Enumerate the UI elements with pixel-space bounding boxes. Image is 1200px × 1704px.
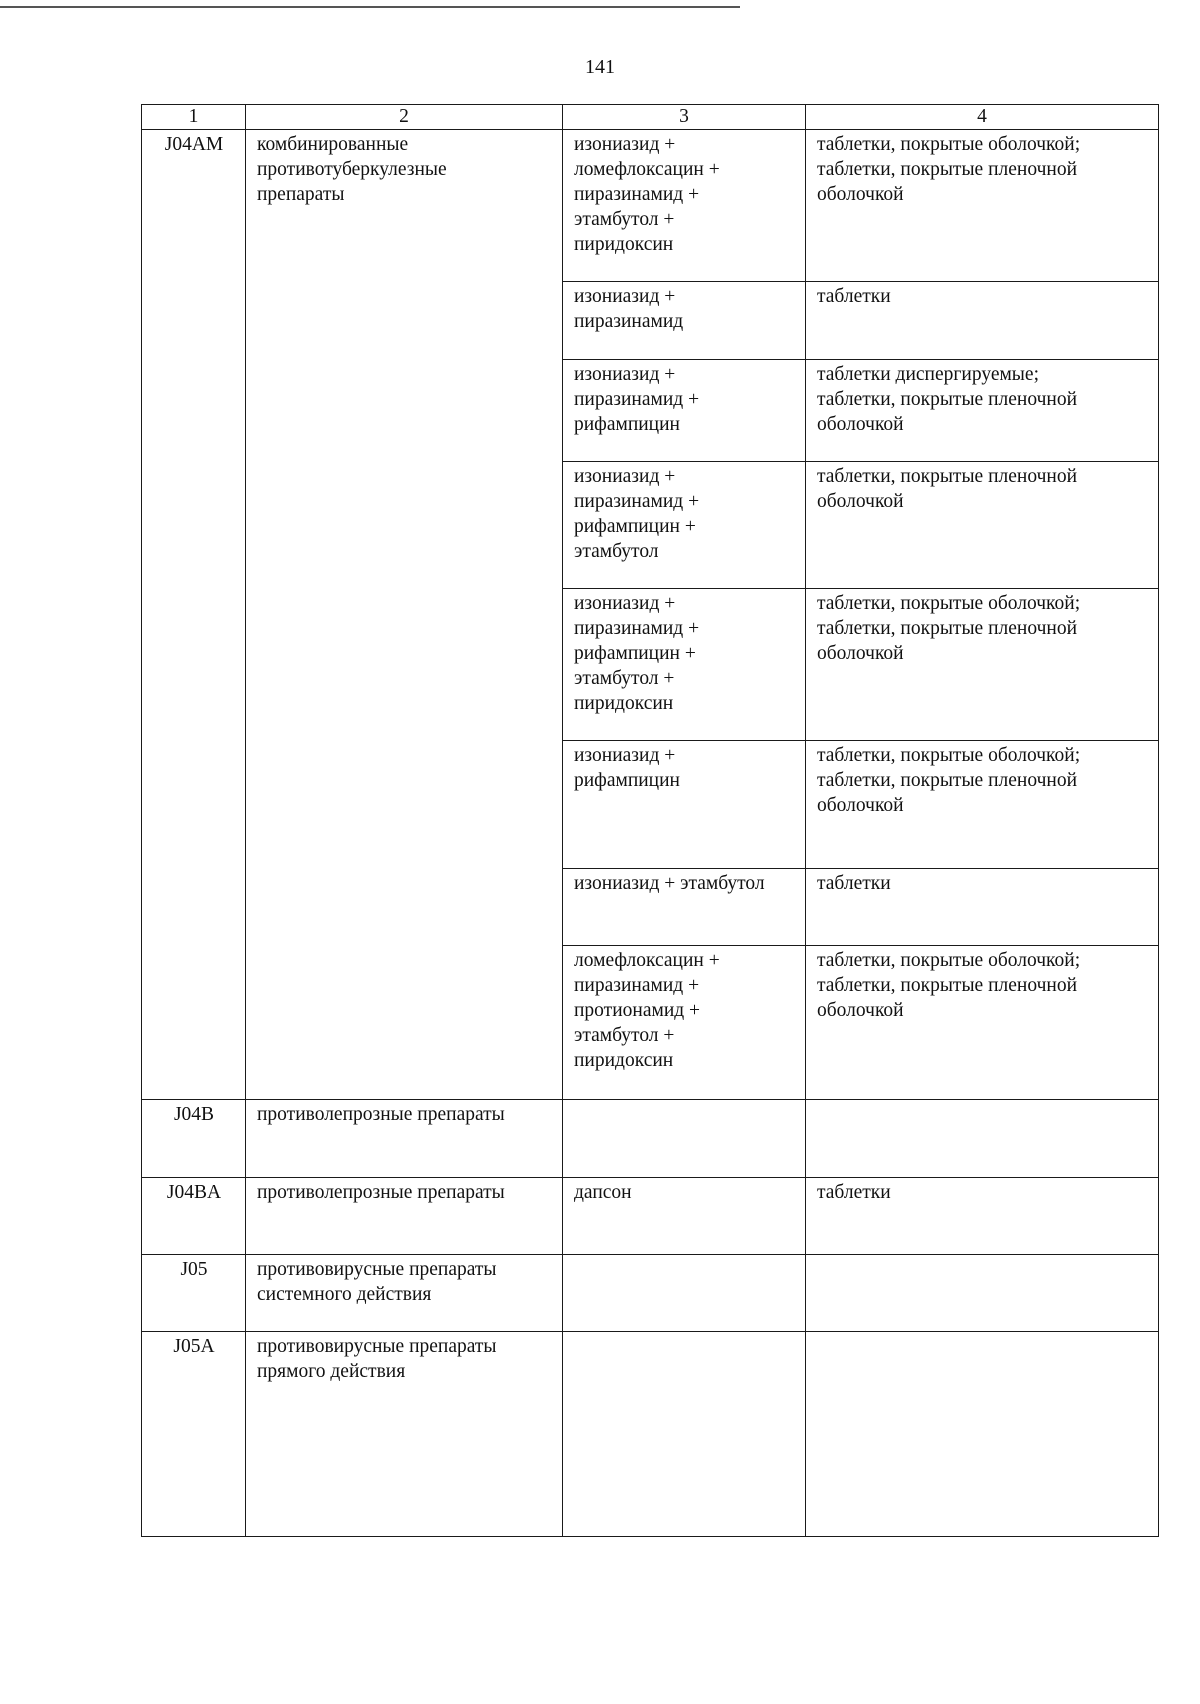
substance-cell: изониазид + пиразинамид + рифампицин + этамбутол + пиридоксин xyxy=(563,589,806,741)
table-row xyxy=(142,1178,1159,1255)
substance-cell xyxy=(563,1255,806,1332)
atc-code-cell: J04B xyxy=(142,1100,246,1178)
page-number: 141 xyxy=(585,56,615,78)
dosage-form-cell: таблетки xyxy=(806,282,1159,360)
dosage-form-cell: таблетки, покрытые оболочкой; таблетки, покрытые пленочной оболочкой xyxy=(806,741,1159,869)
substance-cell: изониазид + пиразинамид + рифампицин + этамбутол xyxy=(563,462,806,589)
group-name-cell: противолепрозные препараты xyxy=(246,1100,563,1178)
dosage-form-cell: таблетки, покрытые оболочкой; таблетки, покрытые пленочной оболочкой xyxy=(806,589,1159,741)
table-row xyxy=(142,1255,1159,1332)
column-header: 2 xyxy=(246,105,563,130)
substance-cell xyxy=(563,1332,806,1537)
column-header: 4 xyxy=(806,105,1159,130)
dosage-form-cell xyxy=(806,1100,1159,1178)
table-row xyxy=(142,1100,1159,1178)
drug-table xyxy=(141,104,1159,1537)
substance-cell: ломефлоксацин + пиразинамид + протионамид + этамбутол + пиридоксин xyxy=(563,946,806,1100)
substance-cell: дапсон xyxy=(563,1178,806,1255)
group-name-cell: противолепрозные препараты xyxy=(246,1178,563,1255)
group-name-cell: комбинированные противотуберкулезные препараты xyxy=(246,130,563,1100)
dosage-form-cell: таблетки, покрытые пленочной оболочкой xyxy=(806,462,1159,589)
table-row xyxy=(142,130,1159,282)
substance-cell: изониазид + ломефлоксацин + пиразинамид + этамбутол + пиридоксин xyxy=(563,130,806,282)
substance-cell: изониазид + пиразинамид + рифампицин xyxy=(563,360,806,462)
atc-code-cell: J04BA xyxy=(142,1178,246,1255)
substance-cell: изониазид + рифампицин xyxy=(563,741,806,869)
dosage-form-cell: таблетки, покрытые оболочкой; таблетки, покрытые пленочной оболочкой xyxy=(806,130,1159,282)
dosage-form-cell xyxy=(806,1255,1159,1332)
scan-edge-line xyxy=(0,6,740,8)
dosage-form-cell: таблетки xyxy=(806,869,1159,946)
dosage-form-cell: таблетки, покрытые оболочкой; таблетки, покрытые пленочной оболочкой xyxy=(806,946,1159,1100)
group-name-cell: противовирусные препараты прямого действия xyxy=(246,1332,563,1537)
group-name-cell: противовирусные препараты системного действия xyxy=(246,1255,563,1332)
atc-code-cell: J04AM xyxy=(142,130,246,1100)
dosage-form-cell: таблетки xyxy=(806,1178,1159,1255)
column-header: 1 xyxy=(142,105,246,130)
substance-cell xyxy=(563,1100,806,1178)
table-row xyxy=(142,1332,1159,1537)
column-header: 3 xyxy=(563,105,806,130)
substance-cell: изониазид + пиразинамид xyxy=(563,282,806,360)
table-header-row xyxy=(142,105,1159,130)
dosage-form-cell xyxy=(806,1332,1159,1537)
substance-cell: изониазид + этамбутол xyxy=(563,869,806,946)
atc-code-cell: J05A xyxy=(142,1332,246,1537)
dosage-form-cell: таблетки диспергируемые; таблетки, покрытые пленочной оболочкой xyxy=(806,360,1159,462)
atc-code-cell: J05 xyxy=(142,1255,246,1332)
